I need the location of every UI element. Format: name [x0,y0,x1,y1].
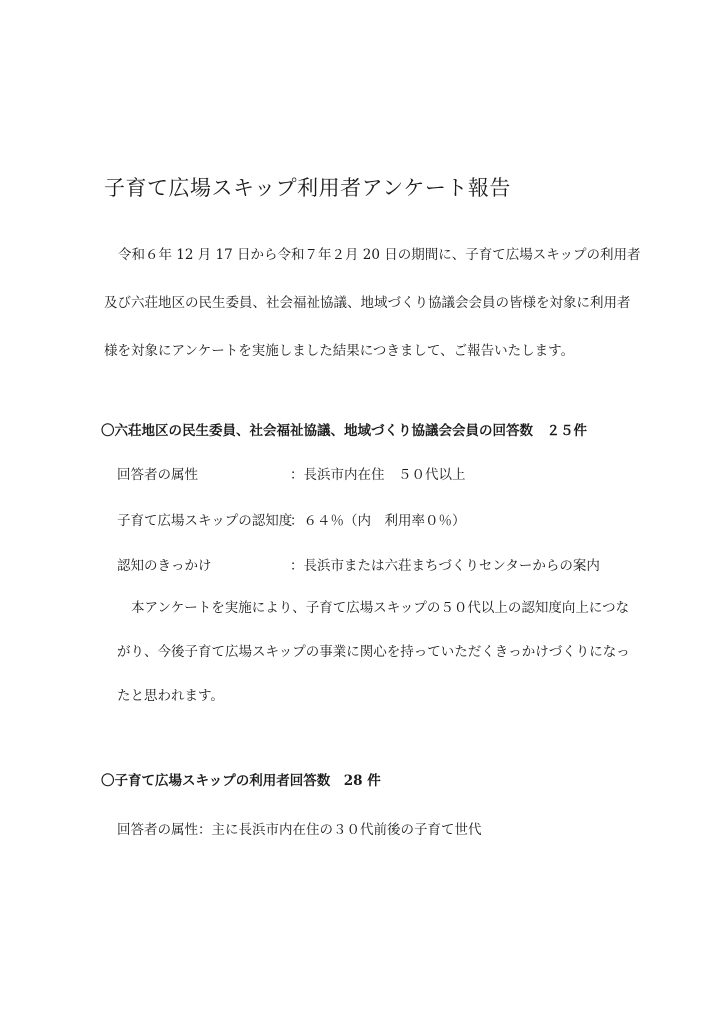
section1-row-3-label: 認知のきっかけ [117,558,212,574]
section1-row-3-value: ：長浜市または六荘まちづくりセンターからの案内 [290,558,600,574]
section1-summary-line-2: がり、今後子育て広場スキップの事業に関心を持っていただくきっかけづくりになっ [117,644,630,660]
section1-row-2-value: ：６４％（内 利用率０％） [290,513,466,529]
intro-line-1: 令和６年 12 月 17 日から令和７年２月 20 日の期間に、子育て広場スキップの利用者 [118,247,641,263]
intro-line-2: 及び六荘地区の民生委員、社会福祉協議、地域づくり協議会会員の皆様を対象に利用者 [104,295,631,311]
section1-summary-line-1: 本アンケートを実施により、子育て広場スキップの５０代以上の認知度向上につな [131,600,630,616]
section1-summary-line-3: たと思われます。 [117,688,224,704]
page-title: 子育て広場スキップ利用者アンケート報告 [104,176,511,200]
section1-row-2-label: 子育て広場スキップの認知度 [117,513,293,529]
section1-row-1-label: 回答者の属性 [117,467,198,483]
section2-heading: 〇子育て広場スキップの利用者回答数 28 件 [101,773,381,789]
section1-row-1-value: ：長浜市内在住 ５０代以上 [290,467,466,483]
intro-line-3: 様を対象にアンケートを実施しました結果につきまして、ご報告いたします。 [104,343,575,359]
section2-row-1: 回答者の属性：主に長浜市内在住の３０代前後の子育て世代 [117,822,482,838]
section1-heading: 〇六荘地区の民生委員、社会福祉協議、地域づくり協議会会員の回答数 ２５件 [101,423,587,439]
